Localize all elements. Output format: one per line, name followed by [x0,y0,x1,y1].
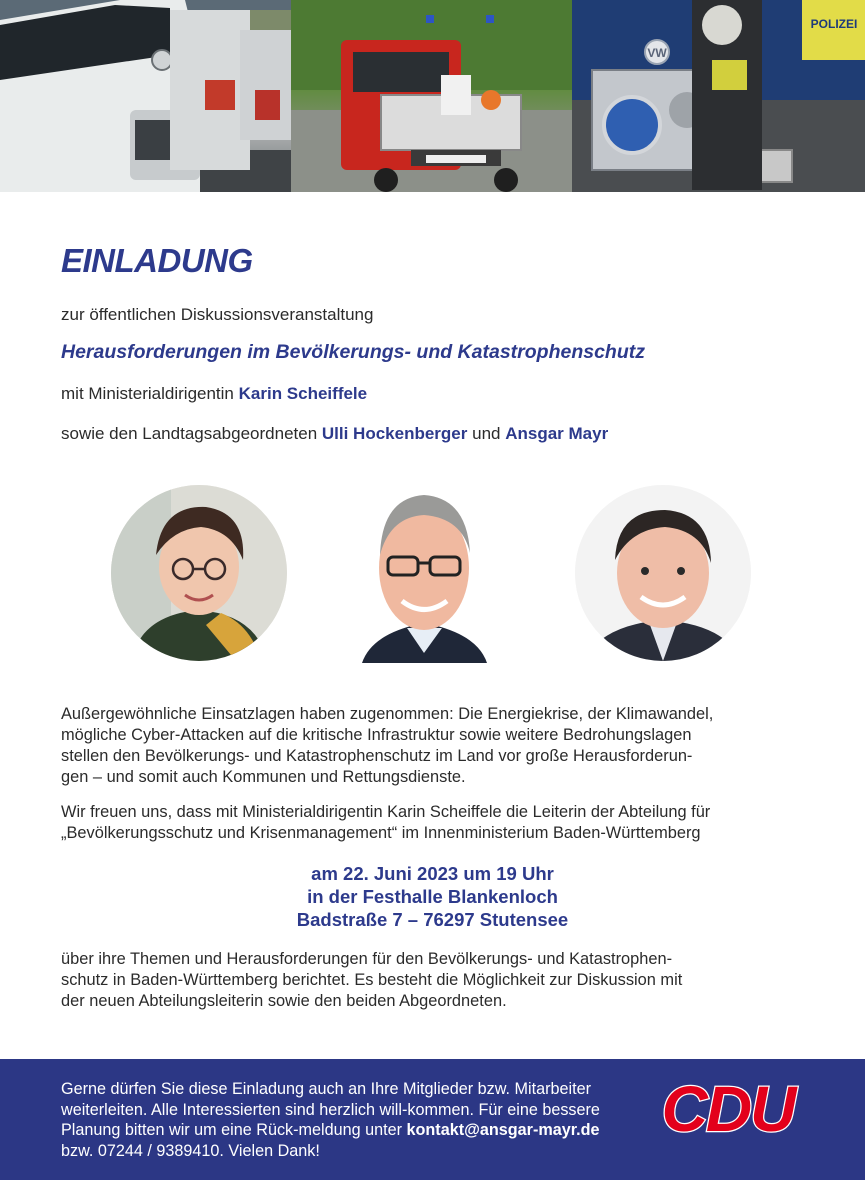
header-photo-strip [0,0,865,192]
footer-text-1: Gerne dürfen Sie diese Einladung auch an Ihre Mitglieder bzw. Mitarbeiter weiterleiten. Alle Interessierten sind herzlich will-kommen. Für eine bessere Planung bitten wir um eine Rück-meldung unter [61,1080,600,1139]
portrait-ulli-hockenberger [362,483,487,663]
photo-fire-truck [291,0,572,192]
paragraph-context: Außergewöhnliche Einsatzlagen haben zugenommen: Die Energiekrise, der Klimawandel, mögliche Cyber-Attacken auf die kritische Infrastruktur sowie weitere Bedrohungslagen stellen den Bevölkerungs- und Katastrophenschutz im Land vor große Herausforderun- gen – und somit auch Kommunen und Rettungsdienste. [61,705,714,786]
photo-emergency-vans [0,0,291,192]
guest-name: Karin Scheiffele [238,384,368,403]
paragraph-details: über ihre Themen und Herausforderungen für den Bevölkerungs- und Katastrophen- schutz in Baden-Württemberg berichtet. Es besteht die Möglichkeit zur Diskussion mit der neuen Abteilungsleiterin sowie den beiden Abgeordneten. [61,950,683,1010]
contact-email-link[interactable]: kontakt@ansgar-mayr.de [406,1121,600,1139]
event-topic: Herausforderungen im Bevölkerungs- und Katastrophenschutz [61,341,646,363]
cdu-logo [638,1079,818,1141]
cdu-logo-text: CDU [661,1079,795,1141]
mp-line [61,424,608,444]
vehicle-brand-logo: VW [647,46,667,60]
guest-line [61,384,367,404]
mp-name-2: Ansgar Mayr [505,424,609,443]
portrait-ansgar-mayr [575,485,751,661]
mp-line-joiner: und [467,424,506,443]
footer-note [61,1079,621,1161]
portrait-karin-scheiffele [111,485,287,661]
police-label: POLIZEI [810,17,858,31]
event-venue: in der Festhalle Blankenloch [307,886,558,907]
invitation-heading: EINLADUNG [61,242,253,279]
guest-line-prefix: mit Ministerialdirigentin [61,384,239,403]
intro-line: zur öffentlichen Diskussionsveranstaltung [61,305,374,324]
event-address: Badstraße 7 – 76297 Stutensee [296,909,569,930]
mp-name-1: Ulli Hockenberger [321,424,468,443]
footer-text-2: bzw. 07244 / 9389410. Vielen Dank! [61,1141,320,1160]
event-date: am 22. Juni 2023 um 19 Uhr [311,863,554,884]
mp-line-prefix: sowie den Landtagsabgeordneten [61,424,322,443]
footer-banner [0,1059,865,1180]
photo-firefighter-equipment [572,0,865,192]
paragraph-welcome: Wir freuen uns, dass mit Ministerialdirigentin Karin Scheiffele die Leiterin der Abteilung für „Bevölkerungsschutz und Krisenmanagement“ im Innenministerium Baden-Württemberg [61,803,711,842]
